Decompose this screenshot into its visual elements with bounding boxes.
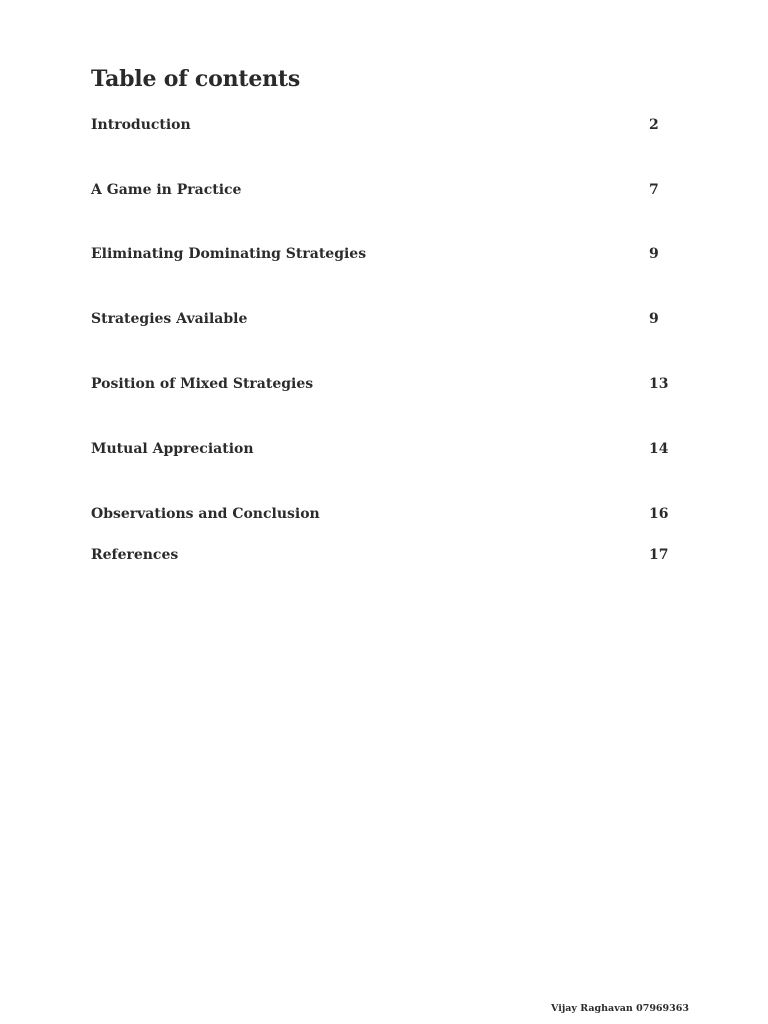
toc-entry-page: 9 (649, 311, 659, 327)
toc-entry-label: Eliminating Dominating Strategies (91, 246, 367, 262)
toc-entry-page: 7 (649, 182, 659, 198)
toc-entry-game-in-practice (91, 182, 671, 204)
toc-entry-label: Mutual Appreciation (91, 441, 254, 457)
toc-entry-position-of-mixed-strategies (91, 376, 671, 398)
toc-entry-label: References (91, 547, 179, 563)
toc-entry-observations-and-conclusion (91, 506, 671, 528)
toc-entry-page: 14 (649, 441, 669, 457)
toc-entry-mutual-appreciation (91, 441, 671, 463)
toc-entry-page: 2 (649, 117, 659, 133)
toc-entry-page: 9 (649, 246, 659, 262)
toc-entry-page: 16 (649, 506, 669, 522)
toc-entry-page: 13 (649, 376, 669, 392)
toc-entry-eliminating-dominating-strategies (91, 246, 671, 268)
toc-entry-references (91, 547, 671, 569)
toc-entry-label: Observations and Conclusion (91, 506, 320, 522)
toc-title: Table of contents (91, 66, 301, 92)
toc-entry-label: A Game in Practice (91, 182, 242, 198)
page-footer: Vijay Raghavan 07969363 (551, 1003, 689, 1014)
toc-entry-label: Introduction (91, 117, 191, 133)
toc-entry-strategies-available (91, 311, 671, 333)
toc-entry-page: 17 (649, 547, 669, 563)
toc-entry-label: Strategies Available (91, 311, 248, 327)
toc-entry-label: Position of Mixed Strategies (91, 376, 314, 392)
toc-entry-introduction (91, 117, 671, 139)
